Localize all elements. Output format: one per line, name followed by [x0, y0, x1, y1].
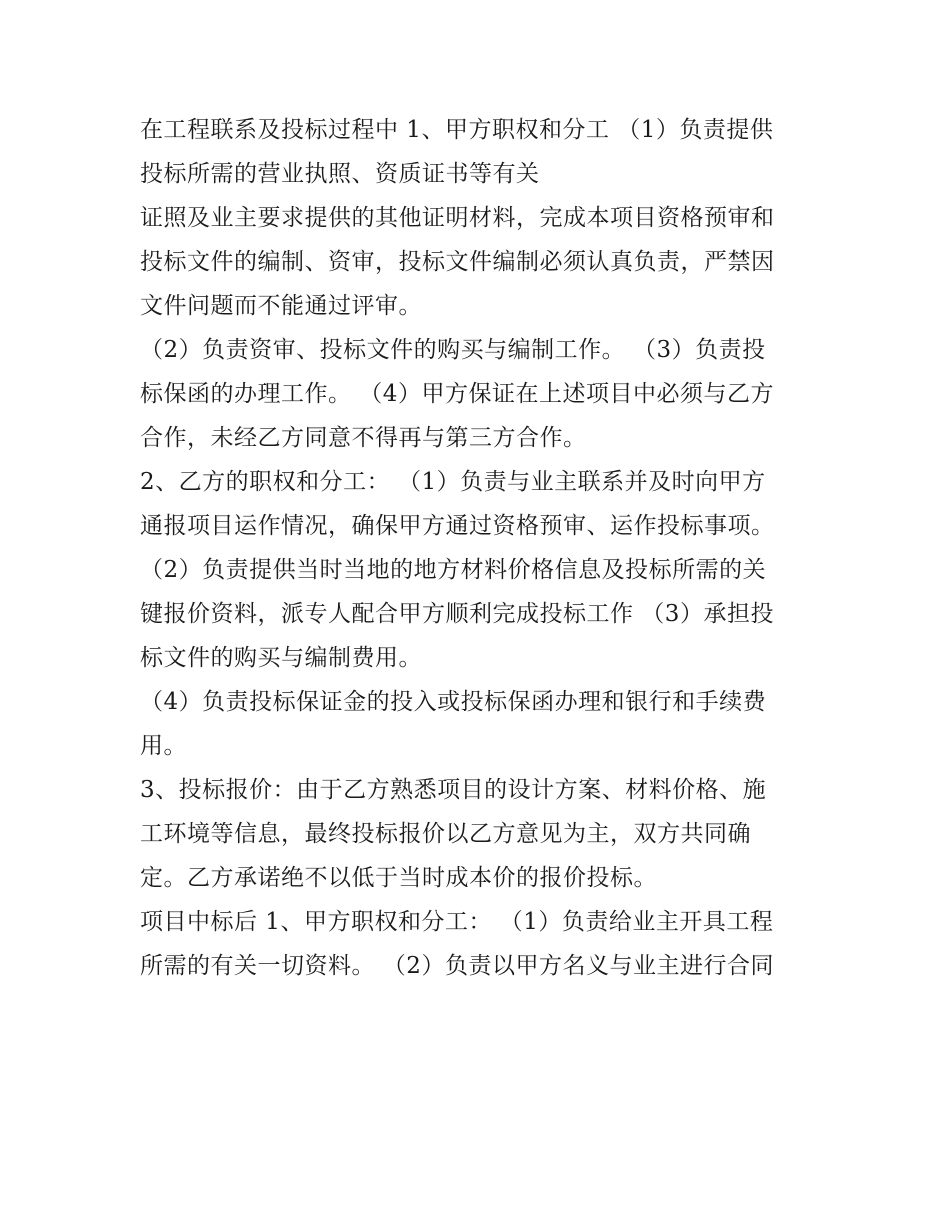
- text-line: 定。乙方承诺绝不以低于当时成本价的报价投标。: [140, 865, 657, 891]
- text-line: 所需的有关一切资料。 （2）负责以甲方名义与业主进行合同: [140, 953, 774, 979]
- text-line: 项目中标后 1、甲方职权和分工： （1）负责给业主开具工程: [140, 909, 774, 935]
- text-line: （4）负责投标保证金的投入或投标保函办理和银行和手续费: [140, 689, 767, 715]
- text-line: 投标所需的营业执照、资质证书等有关: [140, 161, 540, 187]
- text-line: 合作，未经乙方同意不得再与第三方合作。: [140, 425, 587, 451]
- text-line: 键报价资料，派专人配合甲方顺利完成投标工作 （3）承担投: [140, 601, 774, 627]
- text-line: 工环境等信息，最终投标报价以乙方意见为主，双方共同确: [140, 821, 751, 847]
- text-line: （2）负责资审、投标文件的购买与编制工作。 （3）负责投: [140, 337, 766, 363]
- text-line: 用。: [140, 733, 187, 759]
- text-line: 2、乙方的职权和分工： （1）负责与业主联系并及时向甲方: [140, 469, 766, 495]
- text-line: （2）负责提供当时当地的地方材料价格信息及投标所需的关: [140, 557, 767, 583]
- text-line: 文件问题而不能通过评审。: [140, 293, 422, 319]
- document-body: [140, 108, 830, 988]
- text-line: 证照及业主要求提供的其他证明材料，完成本项目资格预审和: [140, 205, 775, 231]
- text-line: 标保函的办理工作。 （4）甲方保证在上述项目中必须与乙方: [140, 381, 774, 407]
- text-line: 3、投标报价：由于乙方熟悉项目的设计方案、材料价格、施: [140, 777, 767, 803]
- text-line: 在工程联系及投标过程中 1、甲方职权和分工 （1）负责提供: [140, 117, 774, 143]
- text-line: 标文件的购买与编制费用。: [140, 645, 422, 671]
- text-line: 通报项目运作情况，确保甲方通过资格预审、运作投标事项。: [140, 513, 775, 539]
- text-line: 投标文件的编制、资审，投标文件编制必须认真负责，严禁因: [140, 249, 775, 275]
